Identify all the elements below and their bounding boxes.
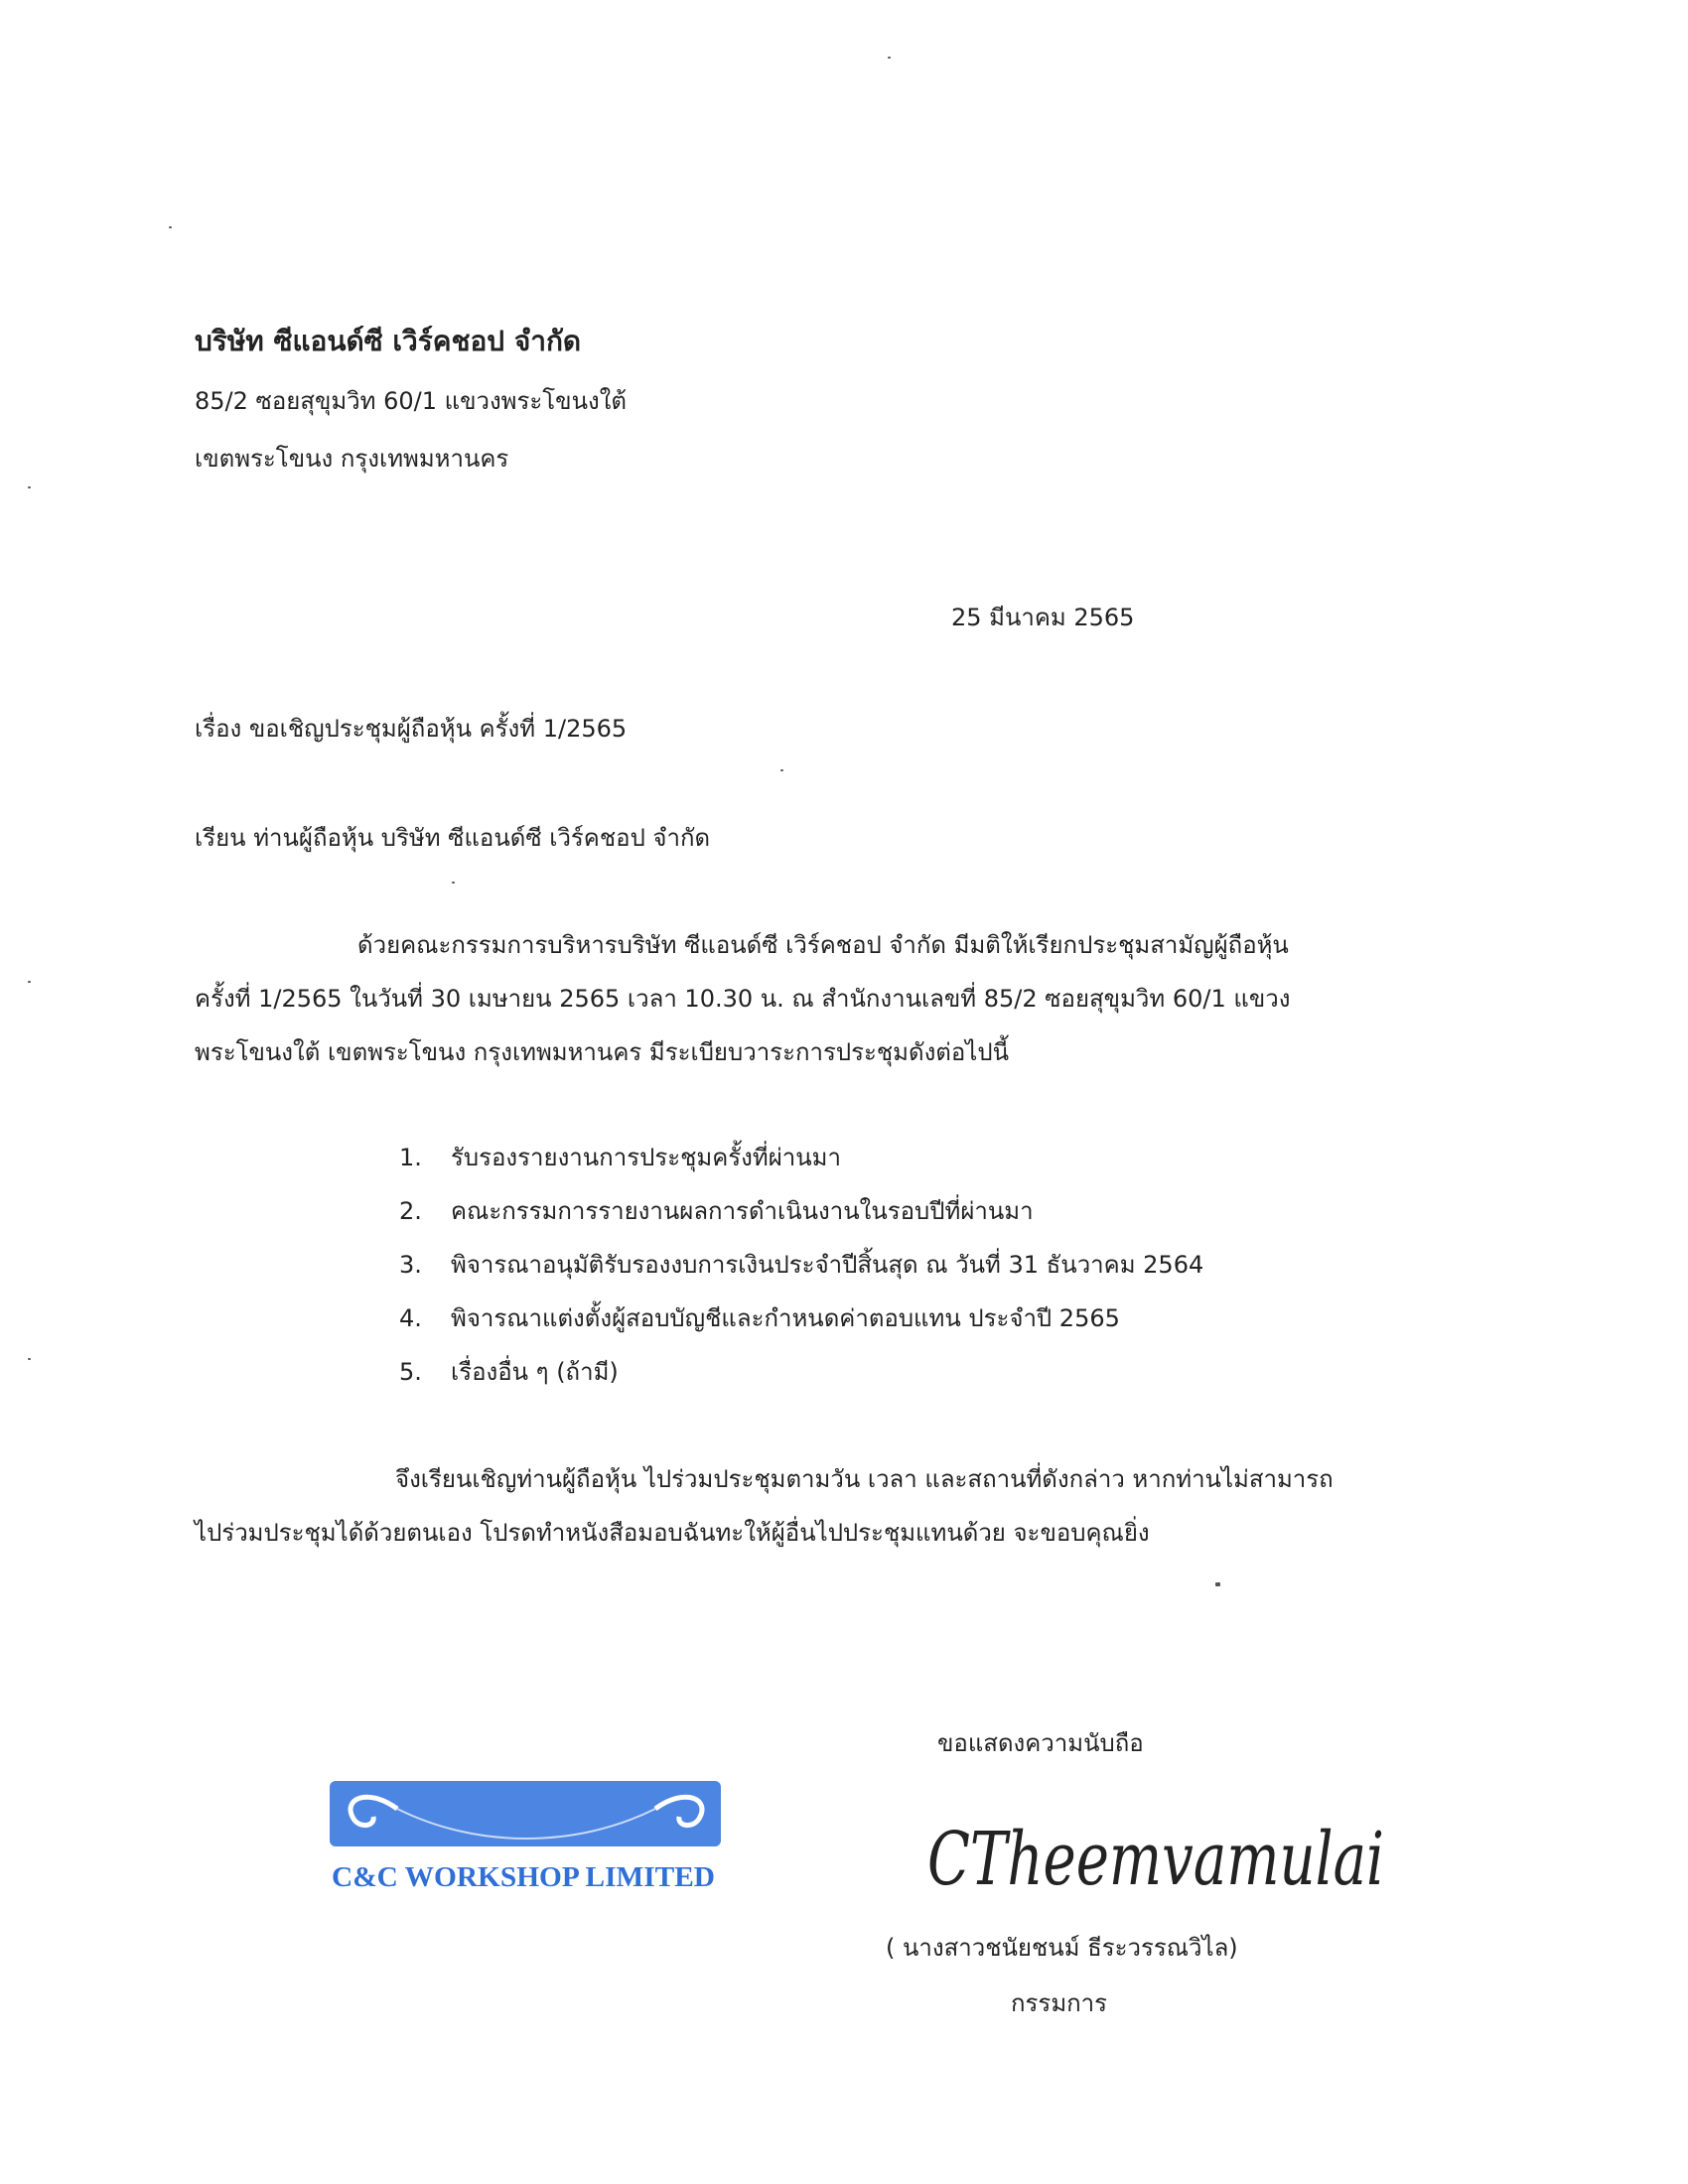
agenda-item-number: 4.	[399, 1304, 422, 1332]
body-paragraph1-line: พระโขนงใต้ เขตพระโขนง กรุงเทพมหานคร มีระเบียบวาระการประชุมดังต่อไปนี้	[195, 1038, 1009, 1066]
scan-speck	[452, 882, 455, 884]
scan-speck	[169, 226, 172, 228]
company-address-line2: เขตพระโขนง กรุงเทพมหานคร	[195, 445, 509, 473]
signatory-title: กรรมการ	[1011, 1989, 1108, 2017]
body-paragraph1-line: ด้วยคณะกรรมการบริหารบริษัท ซีแอนด์ซี เวิร์คชอป จำกัด มีมติให้เรียกประชุมสามัญผู้ถือหุ้น	[357, 931, 1289, 959]
agenda-item	[399, 1302, 1392, 1334]
company-stamp-logo	[328, 1779, 725, 1896]
agenda-item-text: รับรองรายงานการประชุมครั้งที่ผ่านมา	[451, 1144, 841, 1171]
agenda-item-number: 1.	[399, 1144, 422, 1171]
body-paragraph2-line: จึงเรียนเชิญท่านผู้ถือหุ้น ไปร่วมประชุมตามวัน เวลา และสถานที่ดังกล่าว หากท่านไม่สามารถ	[395, 1465, 1334, 1493]
body-paragraph1-line: ครั้งที่ 1/2565 ในวันที่ 30 เมษายน 2565 เวลา 10.30 น. ณ สำนักงานเลขที่ 85/2 ซอยสุขุมวิท 60/1 แขวง	[195, 985, 1291, 1013]
agenda-item	[399, 1356, 1392, 1388]
agenda-item	[399, 1195, 1392, 1227]
svg-text:CTheemvamulai: CTheemvamulai	[927, 1817, 1384, 1902]
scan-speck	[28, 981, 31, 983]
company-address-line1: 85/2 ซอยสุขุมวิท 60/1 แขวงพระโขนงใต้	[195, 387, 628, 415]
company-name: บริษัท ซีแอนด์ซี เวิร์คชอป จำกัด	[195, 325, 582, 357]
letter-closing: ขอแสดงความนับถือ	[937, 1729, 1144, 1757]
svg-text:C&C WORKSHOP LIMITED: C&C WORKSHOP LIMITED	[332, 1862, 715, 1893]
agenda-item-text: เรื่องอื่น ๆ (ถ้ามี)	[451, 1358, 619, 1386]
scan-speck	[780, 769, 783, 771]
body-paragraph2-line: ไปร่วมประชุมได้ด้วยตนเอง โปรดทำหนังสือมอบฉันทะให้ผู้อื่นไปประชุมแทนด้วย จะขอบคุณยิ่ง	[195, 1519, 1150, 1547]
agenda-item-text: พิจารณาแต่งตั้งผู้สอบบัญชีและกำหนดค่าตอบแทน ประจำปี 2565	[451, 1304, 1120, 1332]
agenda-item	[399, 1142, 1392, 1173]
agenda-item-text: พิจารณาอนุมัติรับรองงบการเงินประจำปีสิ้นสุด ณ วันที่ 31 ธันวาคม 2564	[451, 1251, 1204, 1279]
agenda-item	[399, 1249, 1392, 1281]
agenda-item-text: คณะกรรมการรายงานผลการดำเนินงานในรอบปีที่ผ่านมา	[451, 1197, 1034, 1225]
signature-image	[921, 1807, 1398, 1916]
letter-date: 25 มีนาคม 2565	[951, 604, 1135, 631]
scan-speck	[28, 486, 31, 488]
scan-speck	[1215, 1582, 1220, 1586]
letter-subject: เรื่อง ขอเชิญประชุมผู้ถือหุ้น ครั้งที่ 1/2565	[195, 715, 628, 743]
signatory-name: ( นางสาวชนัยชนม์ ธีระวรรณวิไล)	[886, 1934, 1238, 1962]
scan-speck	[28, 1358, 31, 1360]
agenda-item-number: 3.	[399, 1251, 422, 1279]
letter-salutation: เรียน ท่านผู้ถือหุ้น บริษัท ซีแอนด์ซี เวิร์คชอป จำกัด	[195, 824, 711, 852]
scan-speck	[888, 57, 891, 59]
agenda-item-number: 5.	[399, 1358, 422, 1386]
agenda-item-number: 2.	[399, 1197, 422, 1225]
